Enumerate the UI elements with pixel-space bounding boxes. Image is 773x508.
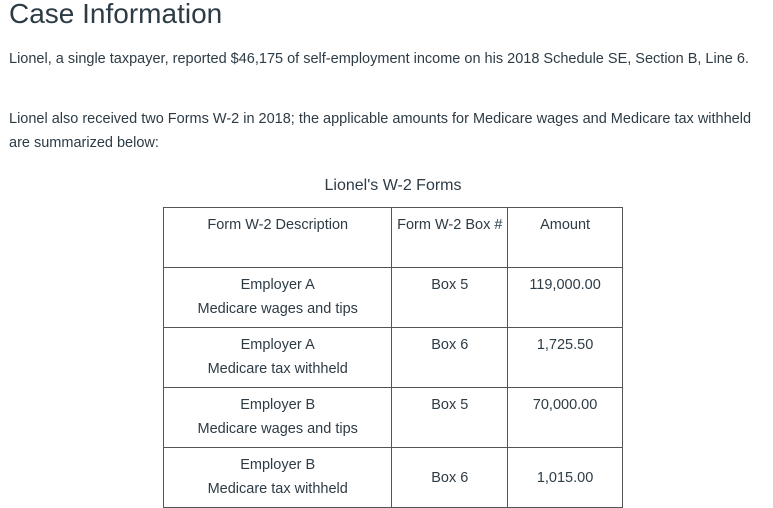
row-description: Medicare wages and tips [197,421,358,437]
row-description-cell [164,448,392,508]
row-amount: 70,000.00 [508,388,623,448]
row-box: Box 6 [392,328,508,388]
row-amount: 1,015.00 [508,448,623,508]
row-description: Medicare wages and tips [197,301,358,317]
row-description: Medicare tax withheld [207,361,348,377]
table-caption: Lionel's W-2 Forms [324,177,462,194]
case-paragraph-w2: Lionel also received two Forms W-2 in 2018; the applicable amounts for Medicare wages and Medicare tax withheld are summarized below: [9,111,752,151]
row-description-cell [164,328,392,388]
header-box: Form W-2 Box # [392,208,508,268]
header-amount: Amount [508,208,623,268]
w2-forms-table [163,207,623,508]
table-row [164,268,623,328]
table-row [164,388,623,448]
row-amount: 119,000.00 [508,268,623,328]
row-box: Box 6 [392,448,508,508]
table-header-row [164,208,623,268]
page-title: Case Information [9,0,223,29]
row-employer: Employer B [240,457,316,473]
table-row [164,328,623,388]
row-amount: 1,725.50 [508,328,623,388]
row-description-cell [164,388,392,448]
row-employer: Employer B [240,397,316,413]
case-paragraph-income: Lionel, a single taxpayer, reported $46,175 of self-employment income on his 2018 Schedule SE, Section B, Line 6. [9,51,749,67]
row-box: Box 5 [392,388,508,448]
row-description-cell [164,268,392,328]
row-employer: Employer A [240,337,315,353]
row-employer: Employer A [240,277,315,293]
table-row [164,448,623,508]
row-box: Box 5 [392,268,508,328]
header-description: Form W-2 Description [164,208,392,268]
row-description: Medicare tax withheld [207,481,348,497]
